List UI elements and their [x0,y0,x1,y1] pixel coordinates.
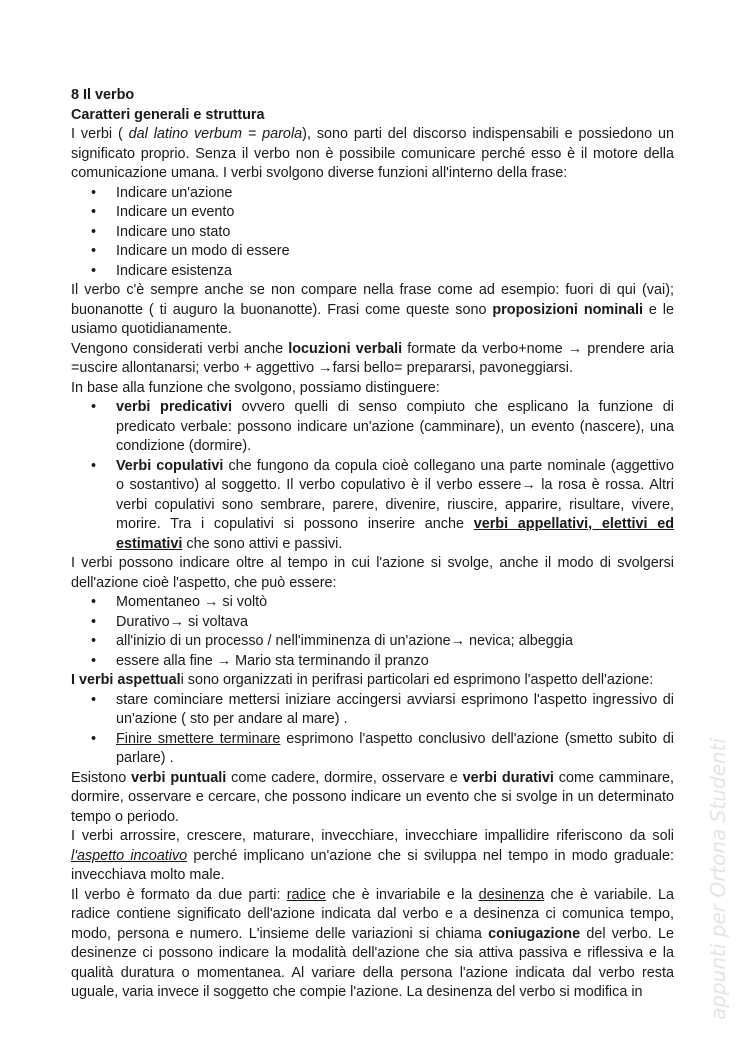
list-item-copulativi: • Verbi copulativi che fungono da copula cioè collegano una parte nominale (aggettivo o sostantivo) al soggetto. Il verbo copulativo è il verbo essere→ la rosa è rossa. Altri verbi copulativi sono sembrare, parere, divenire, riuscire, apparire, risultare, vivere, morire. Tra i copulativi si possono inserire anche verbi appellativi, elettivi ed estimativi che sono attivi e passivi. [71,457,674,555]
section-subtitle: Caratteri generali e struttura [71,106,265,123]
paragraph-aspettuali: I verbi aspettuali sono organizzati in perifrasi particolari ed esprimono l'aspetto dell'azione: [71,672,654,688]
aspettuali-list [71,691,674,769]
list-item: • Momentaneo → si voltò [71,593,674,613]
list-item: • essere alla fine → Mario sta terminando il pranzo [71,652,674,672]
paragraph-locuzioni: Vengono considerati verbi anche locuzioni verbali formate da verbo+nome → prendere aria =uscire allontanarsi; verbo + aggettivo →farsi bello= prepararsi, pavoneggiarsi. [71,340,674,376]
verb-types-list [71,398,674,554]
list-item: • Indicare un evento [71,203,674,223]
paragraph-distinguere: In base alla funzione che svolgono, possiamo distinguere: [71,379,440,396]
aspect-list [71,593,674,671]
list-item-predicativi: • verbi predicativi ovvero quelli di senso compiuto che esplicano la funzione di predicato verbale: possono indicare un'azione (camminare), un evento (nascere), una condizione (dormire). [71,398,674,457]
list-item-conclusivo: • Finire smettere terminare esprimono l'aspetto conclusivo dell'azione (smetto subito di parlare) . [71,730,674,769]
list-item: • Indicare un modo di essere [71,242,674,262]
paragraph-incoativo: I verbi arrossire, crescere, maturare, invecchiare, invecchiare impallidire riferiscono da soli l'aspetto incoativo perché implicano un'azione che si sviluppa nel tempo in modo graduale: invecchiava molto male. [71,828,674,883]
list-item: • all'inizio di un processo / nell'imminenza di un'azione→ nevica; albeggia [71,632,674,652]
paragraph-struttura: Il verbo è formato da due parti: radice che è invariabile e la desinenza che è variabile. La radice contiene significato dell'azione indicata dal verbo e a desinenza ci comunica tempo, modo, persona e numero. L'insieme delle variazioni si chiama coniugazione del verbo. Le desinenze ci possono indicare la modalità dell'azione che sia attiva passiva e riflessiva e la qualità duratura o momentanea. Al variare della persona l'azione indicata dal verbo resta uguale, varia invece il soggetto che compie l'azione. La desinenza del verbo si modifica in [71,886,675,1000]
paragraph-aspetto: I verbi possono indicare oltre al tempo in cui l'azione si svolge, anche il modo di svolgersi dell'azione cioè l'aspetto, che può essere: [71,555,674,591]
paragraph-nominal: Il verbo c'è sempre anche se non compare nella frase come ad esempio: fuori di qui (vai); buonanotte ( ti auguro la buonanotte). Frasi come queste sono proposizioni nominali e le usiamo quotidianamente. [71,282,674,337]
document-page [71,86,674,1003]
paragraph-intro: I verbi ( dal latino verbum = parola), sono parti del discorso indispensabili e possiedono un significato proprio. Senza il verbo non è possibile comunicare perché esso è il motore della comunicazione umana. I verbi svolgono diverse funzioni all'interno della frase: [71,126,674,181]
chapter-title: 8 Il verbo [71,87,135,103]
list-item: • Durativo→ si voltava [71,613,674,633]
watermark: appunti per Ortona Studenti [706,738,730,1020]
list-item-ingressivo: • stare cominciare mettersi iniziare accingersi avviarsi esprimono l'aspetto ingressivo di un'azione ( sto per andare al mare) . [71,691,674,730]
paragraph-puntuali: Esistono verbi puntuali come cadere, dormire, osservare e verbi durativi come camminare, dormire, osservare e cercare, che possono indicare un evento che si svolge in un determinato tempo o periodo. [71,769,674,825]
list-item: • Indicare uno stato [71,223,674,243]
list-item: • Indicare esistenza [71,262,674,282]
list-item: • Indicare un'azione [71,184,674,204]
functions-list [71,184,674,282]
